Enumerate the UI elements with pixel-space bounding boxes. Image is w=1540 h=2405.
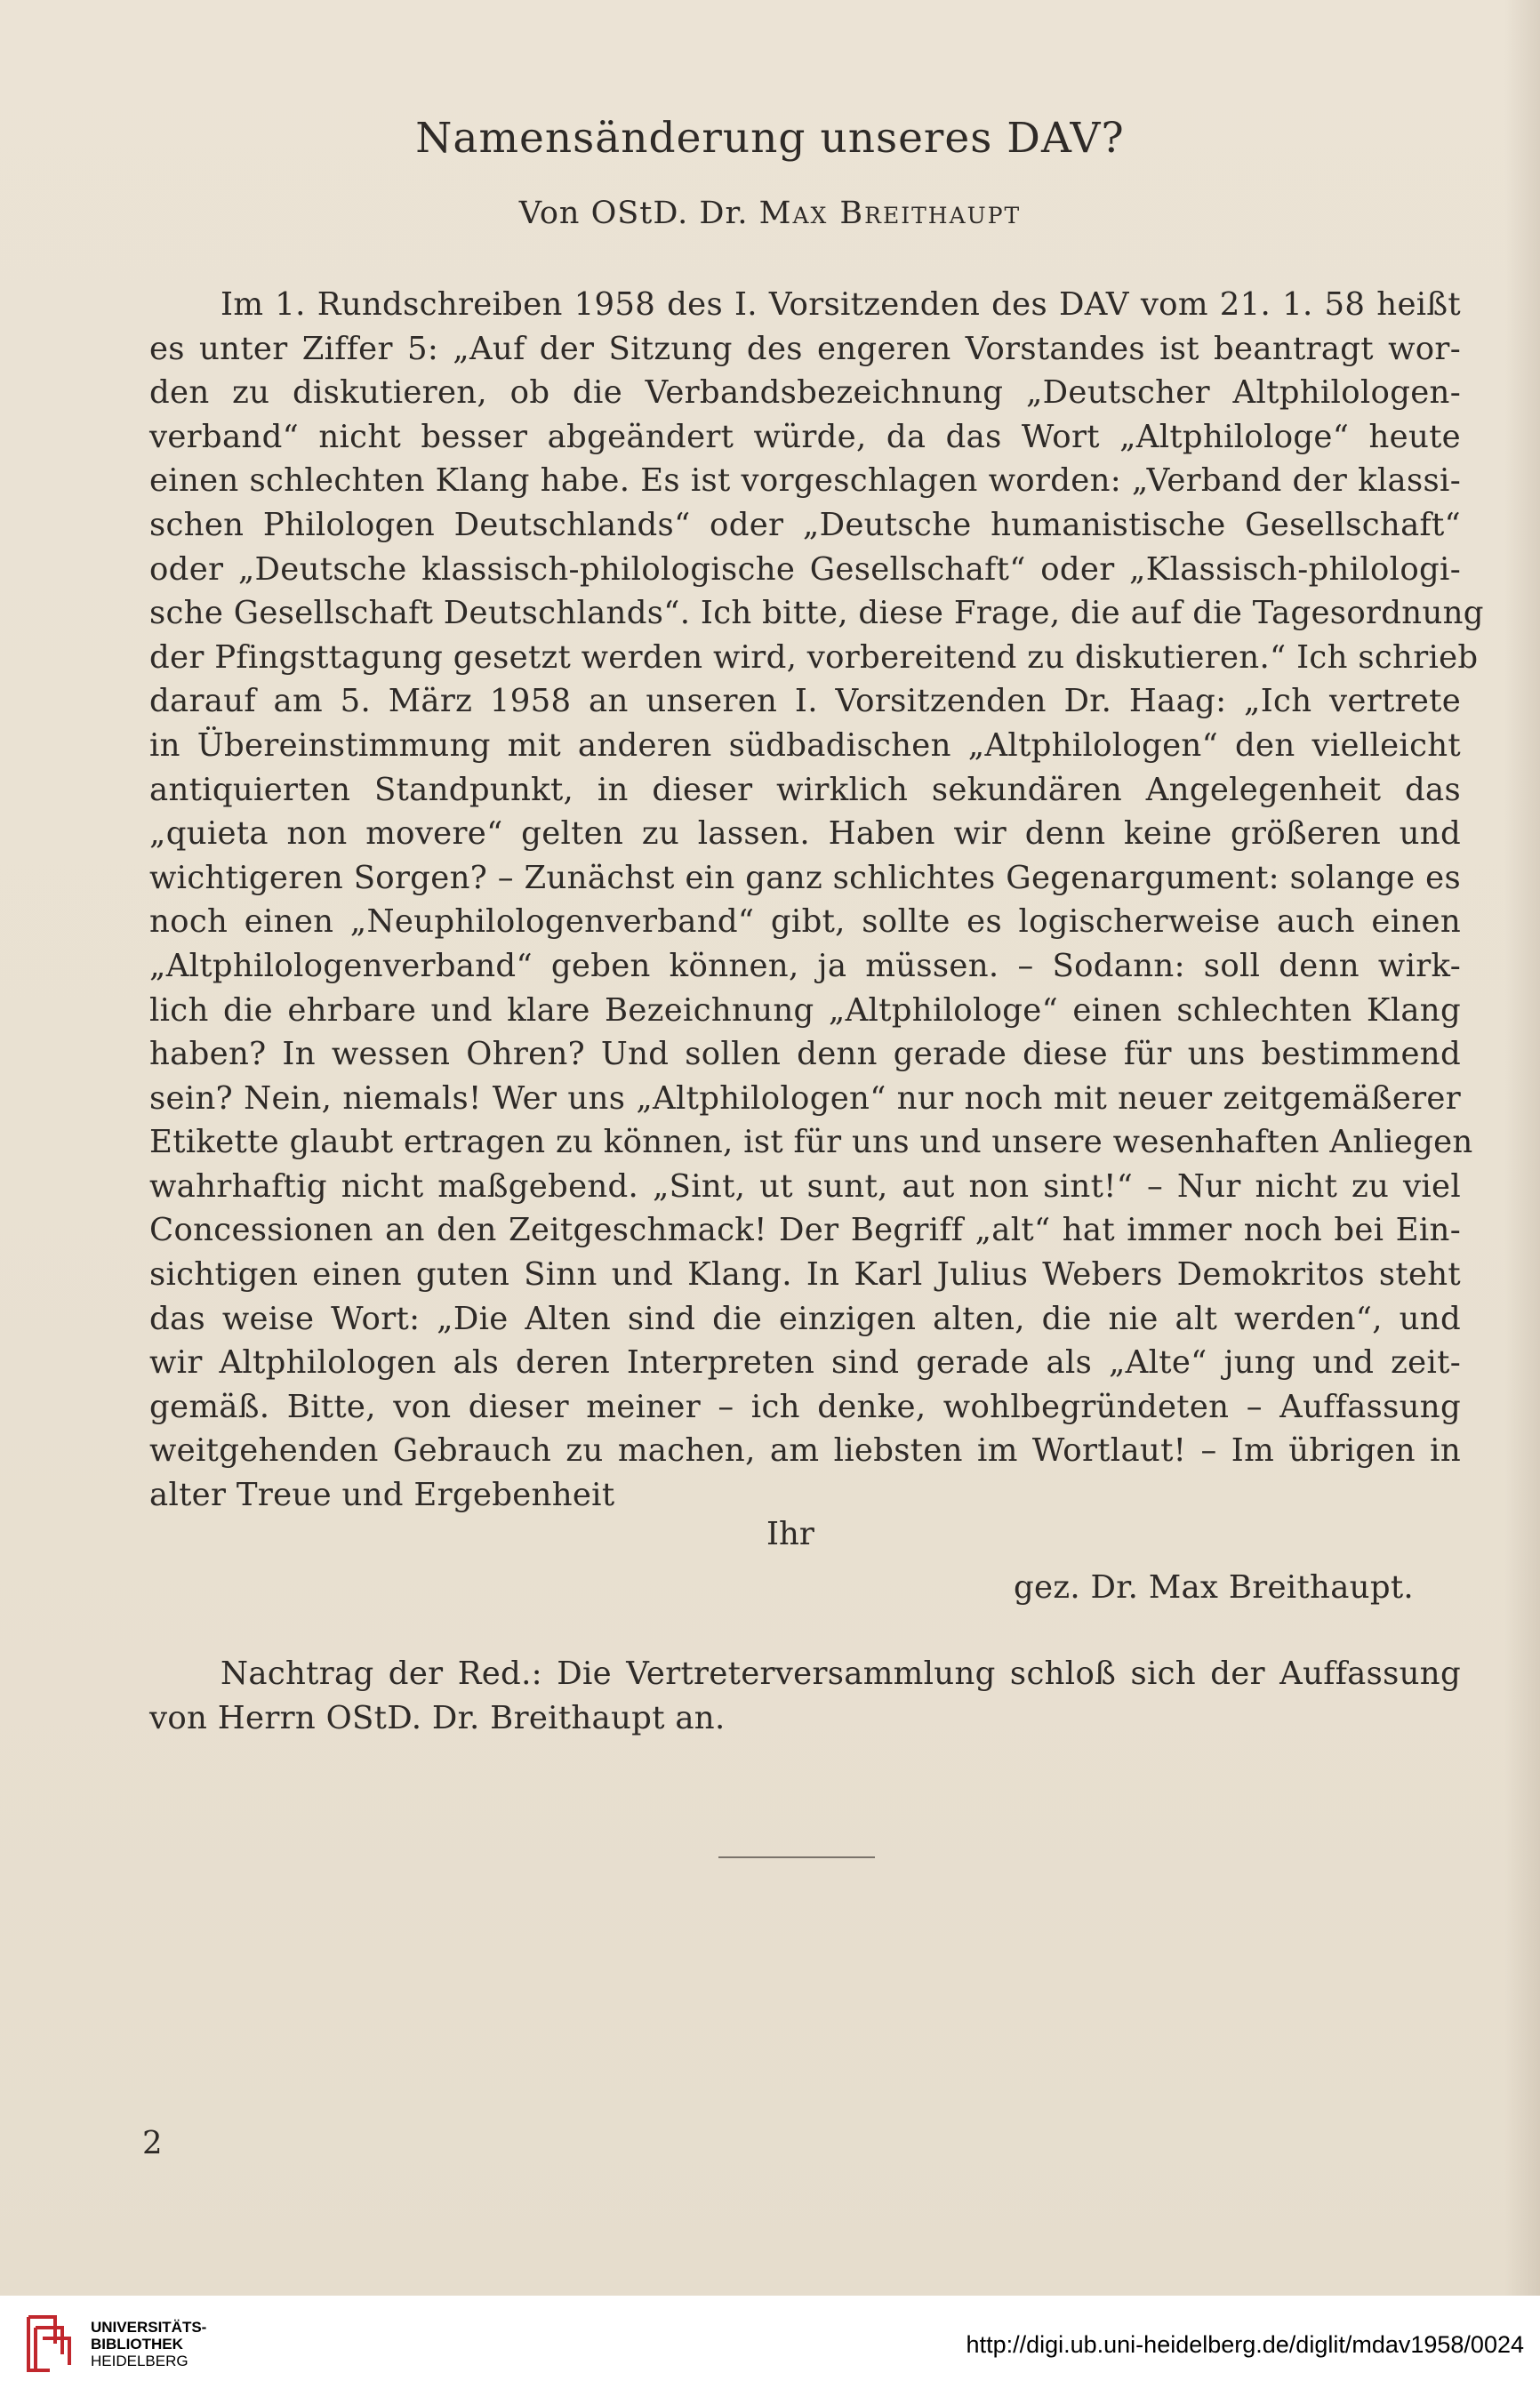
author-prefix: Von OStD. Dr.: [518, 196, 759, 231]
body-line: sche Gesellschaft Deutschlands“. Ich bitte, diese Frage, die auf die Tagesordnung: [149, 595, 1484, 632]
logo-line-2: BIBLIOTHEK: [91, 2336, 183, 2353]
body-line: Etikette glaubt ertragen zu können, ist für uns und unsere wesenhaften Anliegen: [149, 1124, 1473, 1161]
logo-line-3: HEIDELBERG: [91, 2353, 188, 2369]
article-title: Namensänderung unseres DAV?: [415, 114, 1125, 163]
body-line: noch einen „Neuphilologenverband“ gibt, sollte es logischerweise auch einen: [149, 903, 1461, 941]
article-body: [149, 283, 1484, 1518]
section-divider: [718, 1856, 875, 1858]
body-line: alter Treue und Ergebenheit: [149, 1477, 615, 1514]
body-line: gemäß. Bitte, von dieser meiner – ich denke, wohlbegründeten – Auffassung: [149, 1388, 1461, 1425]
body-line: schen Philologen Deutschlands“ oder „Deutsche humanistische Gesellschaft“: [149, 506, 1461, 543]
body-line: Concessionen an den Zeitgeschmack! Der Begriff „alt“ hat immer noch bei Ein-: [149, 1212, 1461, 1249]
body-line: lich die ehrbare und klare Bezeichnung „Altphilologe“ einen schlechten Klang: [149, 991, 1461, 1029]
body-line: den zu diskutieren, ob die Verbandsbezeichnung „Deutscher Altphilologen-: [149, 374, 1461, 412]
body-line: oder „Deutsche klassisch-philologische Gesellschaft“ oder „Klassisch-philologi-: [149, 550, 1461, 588]
body-line: der Pfingsttagung gesetzt werden wird, vorbereitend zu diskutieren.“ Ich schrieb: [149, 638, 1479, 676]
body-line: das weise Wort: „Die Alten sind die einzigen alten, die nie alt werden“, und: [149, 1300, 1461, 1337]
library-footer: [0, 2296, 1540, 2405]
note-line: von Herrn OStD. Dr. Breithaupt an.: [149, 1699, 726, 1736]
body-line: verband“ nicht besser abgeändert würde, da das Wort „Altphilologe“ heute: [149, 418, 1461, 455]
body-line: in Übereinstimmung mit anderen südbadischen „Altphilologen“ den vielleicht: [149, 726, 1461, 764]
body-line: wir Altphilologen als deren Interpreten sind gerade als „Alte“ jung und zeit-: [149, 1344, 1461, 1382]
source-url-link[interactable]: http://digi.ub.uni-heidelberg.de/diglit/mdav1958/0024: [966, 2331, 1524, 2358]
body-line: „quieta non movere“ gelten zu lassen. Haben wir denn keine größeren und: [149, 815, 1461, 853]
body-line: es unter Ziffer 5: „Auf der Sitzung des engeren Vorstandes ist beantragt wor-: [149, 330, 1461, 367]
body-line: weitgehenden Gebrauch zu machen, am liebsten im Wortlaut! – Im übrigen in: [149, 1432, 1461, 1470]
body-line: Im 1. Rundschreiben 1958 des I. Vorsitzenden des DAV vom 21. 1. 58 heißt: [221, 286, 1461, 323]
author-name: Max Breithaupt: [758, 196, 1022, 231]
editor-note: [149, 1652, 1461, 1740]
article-author: [0, 196, 1540, 231]
body-line: einen schlechten Klang habe. Es ist vorgeschlagen worden: „Verband der klassi-: [149, 462, 1461, 500]
body-line: haben? In wessen Ohren? Und sollen denn gerade diese für uns bestimmend: [149, 1036, 1461, 1073]
body-line: „Altphilologenverband“ geben können, ja müssen. – Sodann: soll denn wirk-: [149, 947, 1461, 984]
body-line: wahrhaftig nicht maßgebend. „Sint, ut sunt, aut non sint!“ – Nur nicht zu viel: [149, 1167, 1461, 1205]
page-number: 2: [142, 2125, 163, 2161]
logo-line-1: UNIVERSITÄTS-: [91, 2319, 207, 2336]
library-logo-text: [91, 2319, 206, 2369]
library-logo-icon: [23, 2308, 82, 2379]
closing-word: Ihr: [766, 1516, 814, 1552]
body-line: darauf am 5. März 1958 an unseren I. Vorsitzenden Dr. Haag: „Ich vertrete: [149, 683, 1461, 720]
body-line: sein? Nein, niemals! Wer uns „Altphilologen“ nur noch mit neuer zeitgemäßerer: [149, 1079, 1461, 1117]
body-line: wichtigeren Sorgen? – Zunächst ein ganz schlichtes Gegenargument: solange es: [149, 859, 1461, 896]
body-line: sichtigen einen guten Sinn und Klang. In Karl Julius Webers Demokritos steht: [149, 1256, 1461, 1294]
signature: gez. Dr. Max Breithaupt.: [1014, 1569, 1414, 1606]
body-line: antiquierten Standpunkt, in dieser wirklich sekundären Angelegenheit das: [149, 771, 1461, 808]
note-line: Nachtrag der Red.: Die Vertreterversammlung schloß sich der Auffassung: [221, 1655, 1461, 1692]
